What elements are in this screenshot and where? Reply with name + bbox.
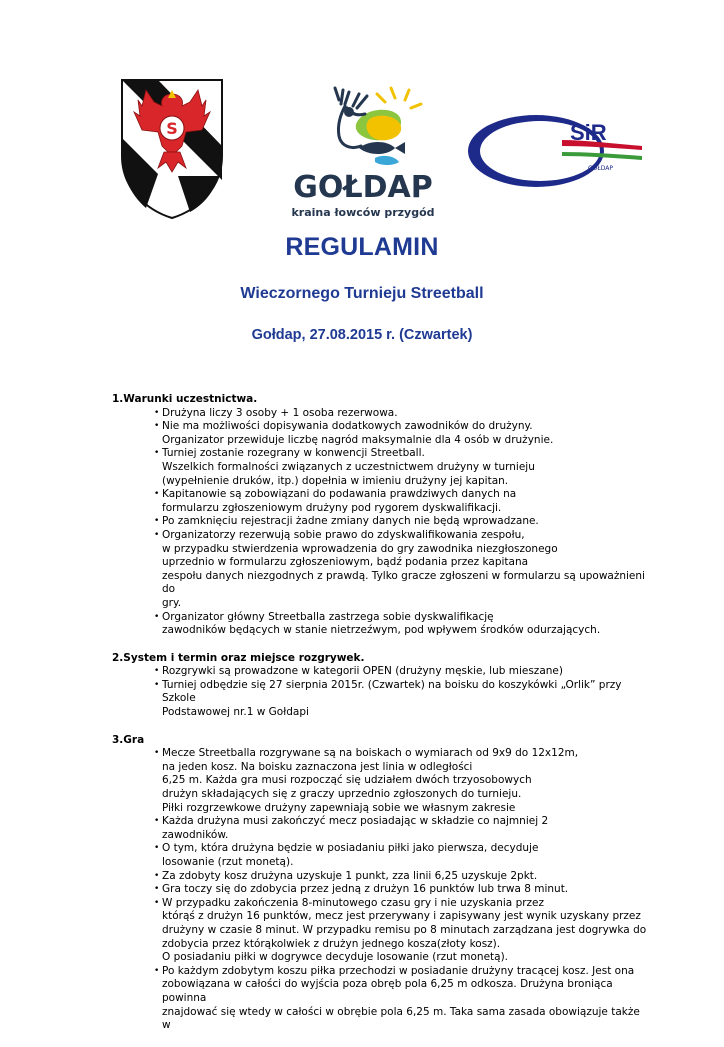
rule-line: • Nie ma możliwości dopisywania dodatkowych zawodników do drużyny. [162, 420, 533, 433]
rule-line: zawodników. [162, 828, 229, 841]
rule-line: gry. [162, 596, 182, 609]
sir-subtext: GOŁDAP [588, 165, 613, 172]
rule-line: zawodników będących w stanie nietrzeźwym, pod wpływem środków odurzających. [162, 624, 601, 637]
rule-item [156, 897, 647, 965]
rule-item [156, 515, 647, 529]
rule-line: • Rozgrywki są prowadzone w kategorii OPEN (drużyny męskie, lub mieszane) [162, 665, 563, 678]
regulations-body [112, 393, 647, 1047]
rule-item [156, 679, 647, 720]
rule-list [112, 407, 647, 638]
rule-line: Wszelkich formalności związanych z uczestnictwem drużyny w turnieju [162, 460, 535, 473]
rule-line: zdobycia przez którąkolwiek z drużyn jednego kosza(złoty kosz). [162, 937, 501, 950]
rule-line: • Kapitanowie są zobowiązani do podawania prawdziwych danych na [162, 488, 517, 501]
rule-line: O posiadaniu piłki w dogrywce decyduje losowanie (rzut monetą). [162, 951, 509, 964]
rule-item [156, 842, 647, 869]
rule-line: 6,25 m. Każda gra musi rozpocząć się udziałem dwóch trzyosobowych [162, 774, 532, 787]
section [112, 652, 647, 720]
rule-line: w przypadku stwierdzenia wprowadzenia do gry zawodnika niezgłoszonego [162, 542, 558, 555]
rule-item [156, 747, 647, 815]
section-heading: 1.Warunki uczestnictwa. [112, 393, 258, 405]
rule-item [156, 611, 647, 638]
goldap-wordmark: GOŁDAP [293, 170, 433, 205]
goldap-tagline: kraina łowców przygód [291, 206, 435, 219]
rule-line: • Po każdym zdobytym koszu piłka przechodzi w posiadanie drużyny tracącej kosz. Jest ona [162, 964, 635, 977]
section-heading: 3.Gra [112, 733, 145, 746]
rule-line: losowanie (rzut monetą). [162, 856, 294, 868]
rule-line: • Po zamknięciu rejestracji żadne zmiany danych nie będą wprowadzane. [162, 515, 539, 528]
rule-line: (wypełnienie druków, itp.) dopełnia w imieniu drużyny jej kapitan. [162, 474, 509, 487]
rule-line: • Każda drużyna musi zakończyć mecz posiadając w składzie co najmniej 2 [162, 815, 549, 828]
rule-line: zobowiązana w całości do wyjścia poza obręb pola 6,25 m odkosza. Drużyna broniąca powinna [162, 978, 613, 1004]
rule-line: • W przypadku zakończenia 8-minutowego czasu gry i nie uzyskania przez [162, 896, 545, 909]
rule-list [112, 747, 647, 1032]
rule-list [112, 665, 647, 719]
event-date: Gołdap, 27.08.2015 r. (Czwartek) [251, 327, 473, 343]
rule-item [156, 815, 647, 842]
rule-line: • Turniej odbędzie się 27 sierpnia 2015r. (Czwartek) na boisku do koszykówki „Orlik” przy Szkole [162, 678, 622, 705]
rule-line: Organizator przewiduje liczbę nagród maksymalnie dla 4 osób w drużynie. [162, 433, 554, 446]
section [112, 734, 647, 1033]
rule-line: znajdować się wtedy w całości w obrębie pola 6,25 m. Taka sama zasada obowiązuje także w [162, 1005, 640, 1032]
rule-item [156, 529, 647, 611]
rule-line: Piłki rozgrzewkowe drużyny zapewniają sobie we własnym zakresie [162, 801, 516, 814]
deer-fish-emblem [287, 84, 439, 170]
logo-header [0, 0, 724, 225]
rule-item [156, 407, 647, 421]
sir-logo [466, 110, 642, 192]
section-heading: 2.System i termin oraz miejsce rozgrywek. [112, 651, 365, 664]
rule-line: którąś z drużyn 16 punktów, mecz jest przerywany i zapisywany jest wynik uzyskany przez [162, 910, 641, 923]
rule-item [156, 420, 647, 447]
rule-line: • Za zdobyty kosz drużyna uzyskuje 1 punkt, zza linii 6,25 uzyskuje 2pkt. [162, 869, 538, 882]
rule-line: • Turniej zostanie rozegrany w konwencji Streetball. [162, 447, 425, 460]
rule-line: • Gra toczy się do zdobycia przez jedną z drużyn 16 punktów lub trwa 8 minut. [162, 883, 569, 896]
rule-item [156, 488, 647, 515]
rule-line: drużyny w czasie 8 minut. W przypadku remisu po 8 minutach zarządzana jest dogrywka do [162, 923, 647, 936]
rule-line: na jeden kosz. Na boisku zaznaczona jest linia w odległości [162, 760, 473, 773]
rule-item [156, 965, 647, 1033]
rule-line: drużyn składających się z graczy uprzednio zgłoszonych do turnieju. [162, 788, 522, 801]
rule-item [156, 883, 647, 897]
rule-line: uprzednio w formularzu zgłoszeniowym, bądź podania przez kapitana [162, 556, 529, 569]
rule-line: formularzu zgłoszeniowym drużyny pod rygorem dyskwalifikacji. [162, 501, 502, 514]
page-title: REGULAMIN [285, 233, 439, 261]
rule-line: • Drużyna liczy 3 osoby + 1 osoba rezerwowa. [162, 406, 398, 419]
rule-line: • Organizatorzy rezerwują sobie prawo do zdyskwalifikowania zespołu, [162, 528, 525, 541]
goldap-logo [287, 84, 439, 224]
rule-item [156, 447, 647, 488]
rule-item [156, 870, 647, 884]
rule-line: • Mecze Streetballa rozgrywane są na boiskach o wymiarach od 9x9 do 12x12m, [162, 747, 579, 760]
rule-line: • O tym, która drużyna będzie w posiadaniu piłki jako pierwsza, decyduje [162, 842, 539, 855]
svg-text:S: S [166, 119, 178, 138]
page-subtitle: Wieczornego Turnieju Streetball [240, 285, 484, 302]
rule-line: zespołu danych niezgodnych z prawdą. Tylko gracze zgłoszeni w formularzu są upoważnieni do [162, 569, 645, 596]
rule-line: Podstawowej nr.1 w Gołdapi [162, 706, 309, 719]
section [112, 393, 647, 638]
coat-of-arms-logo [118, 76, 226, 222]
sir-text: SiR [570, 120, 607, 145]
rule-item [156, 665, 647, 679]
rule-line: • Organizator główny Streetballa zastrzega sobie dyskwalifikację [162, 610, 494, 623]
